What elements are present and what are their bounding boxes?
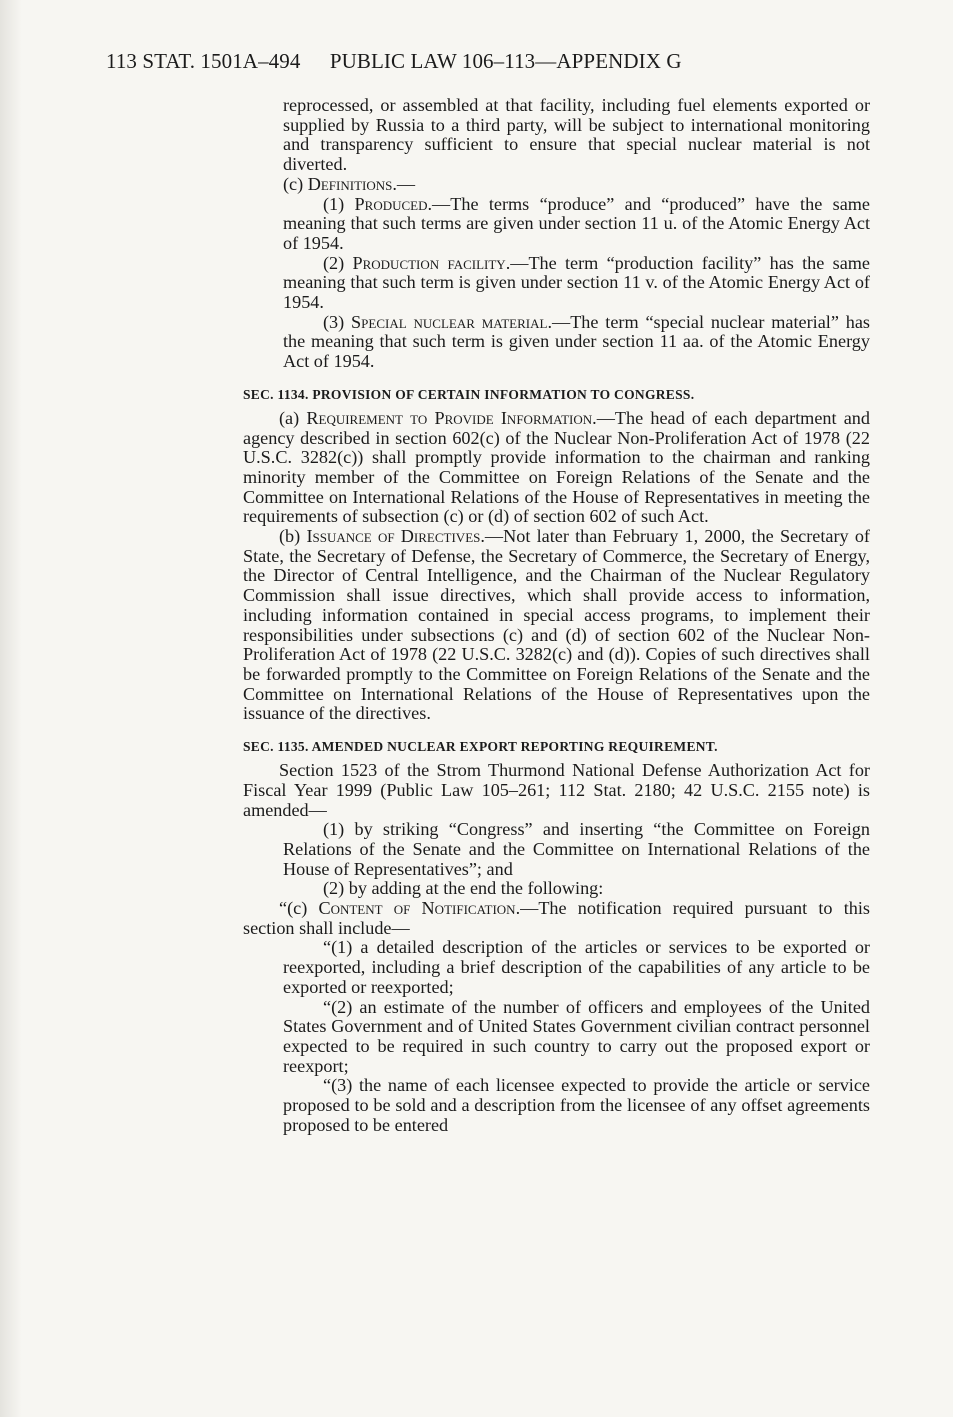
quoted-item-2: “(2) an estimate of the number of officers and employees of the United States Government and of United States Government civilian contract personnel expected to be required in such country to carry out the proposed export or reexport;	[283, 996, 870, 1076]
subsection-a-requirement: (a) Requirement to Provide Information.—The head of each department and agency described in section 602(c) of the Nuclear Non-Proliferation Act of 1978 (22 U.S.C. 3282(c)) shall promptly provide information to the chairman and ranking minority member of the Committee on Foreign Relations of the Senate and the Committee on International Relations of the House of Representatives in meeting the requirements of subsection (c) or (d) of section 602 of such Act.	[243, 407, 870, 527]
continued-paragraph: reprocessed, or assembled at that facility, including fuel elements exported or supplied by Russia to a third party, will be subject to international monitoring and transparency sufficient to ensure that special nuclear material is not diverted.	[283, 95, 870, 175]
quoted-item-3: “(3) the name of each licensee expected to provide the article or service proposed to be sold and a description from the licensee of any offset agreements proposed to be entered	[283, 1075, 870, 1135]
section-heading-1134: SEC. 1134. PROVISION OF CERTAIN INFORMATION TO CONGRESS.	[243, 386, 695, 402]
section-heading-1135: SEC. 1135. AMENDED NUCLEAR EXPORT REPORTING REQUIREMENT.	[243, 739, 718, 755]
paragraph-heading: Special nuclear material	[351, 311, 548, 332]
law-title: PUBLIC LAW 106–113—APPENDIX G	[329, 49, 682, 73]
definition-produced: (1) Produced.—The terms “produce” and “produced” have the same meaning that such terms are given under section 11 u. of the Atomic Energy Act of 1954.	[283, 193, 870, 253]
stat-citation: 113 STAT. 1501A–494	[106, 49, 301, 73]
subsection-b-directives: (b) Issuance of Directives.—Not later than February 1, 2000, the Secretary of State, the Secretary of Defense, the Secretary of Commerce, the Secretary of Energy, the Director of Central Intelligence, and the Chairman of the Nuclear Regulatory Commission shall issue directives, which shall provide access to information, including information contained in special access programs, to implement their responsibilities under subsections (c) and (d) of section 602 of the Nuclear Non-Proliferation Act of 1978 (22 U.S.C. 3282(c) and (d)). Copies of such directives shall be forwarded promptly to the Committee on Foreign Relations of the Senate and the Committee on International Relations of the House of Representatives upon the issuance of the directives.	[243, 526, 870, 724]
page-body	[243, 96, 870, 1135]
subsection-heading: Issuance of Directives	[306, 526, 481, 547]
definition-special-nuclear-material: (3) Special nuclear material.—The term “special nuclear material” has the meaning that such term is given under section 11 aa. of the Atomic Energy Act of 1954.	[283, 311, 870, 372]
subsection-heading: Requirement to Provide Information	[306, 407, 593, 428]
paragraph-heading: Produced	[354, 193, 428, 214]
subsection-heading: Definitions	[307, 173, 393, 194]
amendment-item-1: (1) by striking “Congress” and inserting “the Committee on Foreign Relations of the Senate and the Committee on International Relations of the House of Representatives”; and	[283, 819, 870, 879]
section-1135-intro: Section 1523 of the Strom Thurmond National Defense Authorization Act for Fiscal Year 1999 (Public Law 105–261; 112 Stat. 2180; 42 U.S.C. 2155 note) is amended—	[243, 760, 870, 820]
amendment-item-2: (2) by adding at the end the following:	[323, 878, 604, 899]
subsection-c-definitions: (c) Definitions.—	[283, 173, 416, 194]
paragraph-heading: Production facility	[352, 252, 506, 273]
definition-production-facility: (2) Production facility.—The term “production facility” has the same meaning that such term is given under section 11 v. of the Atomic Energy Act of 1954.	[283, 252, 871, 313]
quoted-subsection-c: “(c) Content of Notification.—The notification required pursuant to this section shall include—	[243, 898, 870, 938]
page-edge-shadow	[0, 0, 22, 1417]
subsection-heading: Content of Notification	[318, 898, 516, 919]
running-header	[106, 48, 866, 74]
quoted-item-1: “(1) a detailed description of the articles or services to be exported or reexported, including a brief description of the capabilities of any article to be exported or reexported;	[283, 937, 870, 997]
